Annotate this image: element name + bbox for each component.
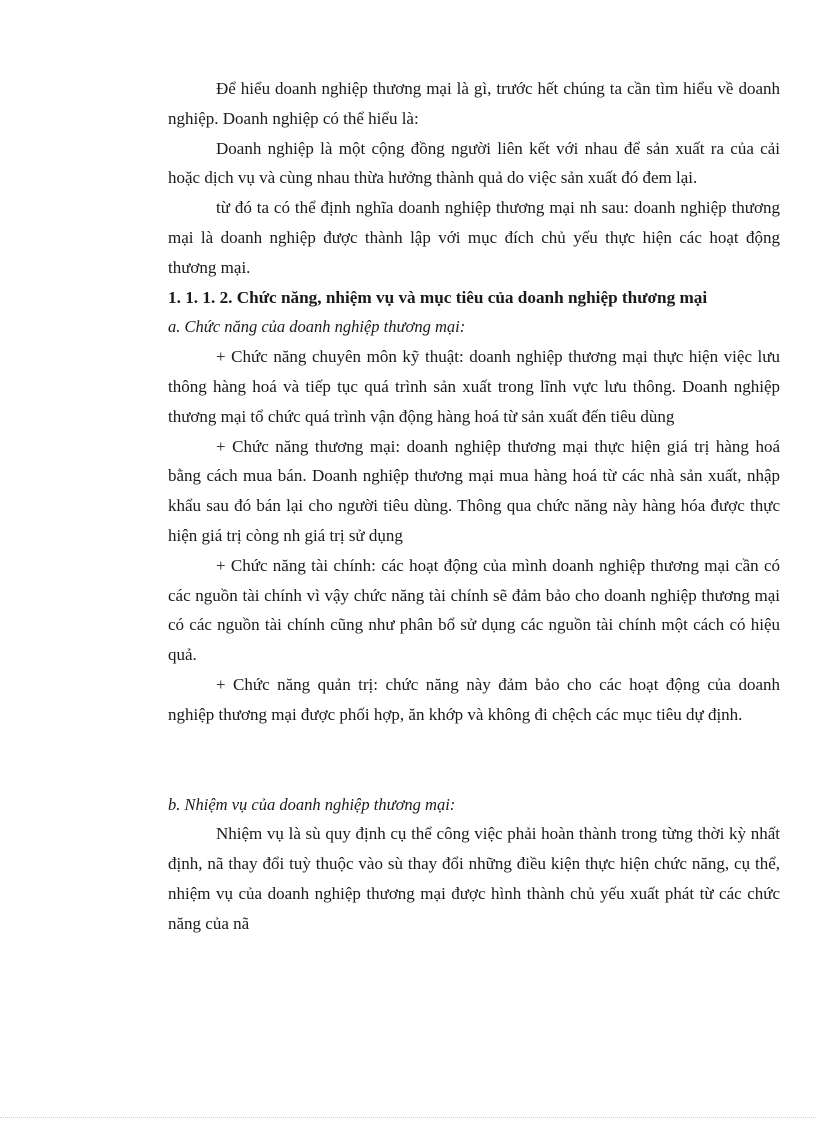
document-page: [168, 74, 780, 939]
function-item-financial: + Chức năng tài chính: các hoạt động của mình doanh nghiệp thương mại cần có các nguồn tài chính vì vậy chức năng tài chính sẽ đảm bảo cho doanh nghiệp thương mại có các nguồn tài chính cũng như phân bổ sử dụng các nguồn tài chính một cách có hiệu quả.: [168, 555, 780, 665]
function-item-commercial: + Chức năng thương mại: doanh nghiệp thương mại thực hiện giá trị hàng hoá bằng cách mua bán. Doanh nghiệp thương mại mua hàng hoá từ các nhà sản xuất, nhập khẩu sau đó bán lại cho người tiêu dùng. Thông qua chức năng này hàng hóa được thực hiện giá trị còng nh giá trị sử dụng: [168, 436, 780, 545]
intro-paragraph-1: Để hiểu doanh nghiệp thương mại là gì, trước hết chúng ta cần tìm hiểu về doanh nghiệp. Doanh nghiệp có thể hiểu là:: [168, 79, 780, 128]
duties-subheading: b. Nhiệm vụ của doanh nghiệp thương mại:: [168, 794, 456, 814]
duties-paragraph: Nhiệm vụ là sù quy định cụ thể công việc phải hoàn thành trong từng thời kỳ nhất định, nã thay đổi tuỳ thuộc vào sù thay đổi những điều kiện thực hiện chức năng, cụ thể, nhiệm vụ của doanh nghiệp thương mại được hình thành chủ yếu xuất phát từ các chức năng của nã: [168, 824, 780, 933]
function-item-technical: + Chức năng chuyên môn kỹ thuật: doanh nghiệp thương mại thực hiện việc lưu thông hàng hoá và tiếp tục quá trình sản xuất trong lĩnh vực lưu thông. Doanh nghiệp thương mại tổ chức quá trình vận động hàng hoá từ sản xuất đến tiêu dùng: [168, 347, 780, 426]
functions-subheading: a. Chức năng của doanh nghiệp thương mại:: [168, 317, 466, 337]
section-spacer: [168, 730, 780, 790]
page-bottom-border: [0, 1117, 816, 1118]
function-item-management: + Chức năng quản trị: chức năng này đảm bảo cho các hoạt động của doanh nghiệp thương mại được phối hợp, ăn khớp và không đi chệch các mục tiêu dự định.: [168, 674, 780, 724]
section-heading: 1. 1. 1. 2. Chức năng, nhiệm vụ và mục tiêu của doanh nghiệp thương mại: [168, 287, 708, 307]
intro-paragraph-2: Doanh nghiệp là một cộng đồng người liên kết với nhau để sản xuất ra của cải hoặc dịch vụ và cùng nhau thừa hưởng thành quả do việc sản xuất đó đem lại.: [168, 138, 780, 188]
intro-paragraph-3: từ đó ta có thể định nghĩa doanh nghiệp thương mại nh sau: doanh nghiệp thương mại là doanh nghiệp được thành lập với mục đích chủ yếu thực hiện các hoạt động thương mại.: [168, 198, 780, 277]
